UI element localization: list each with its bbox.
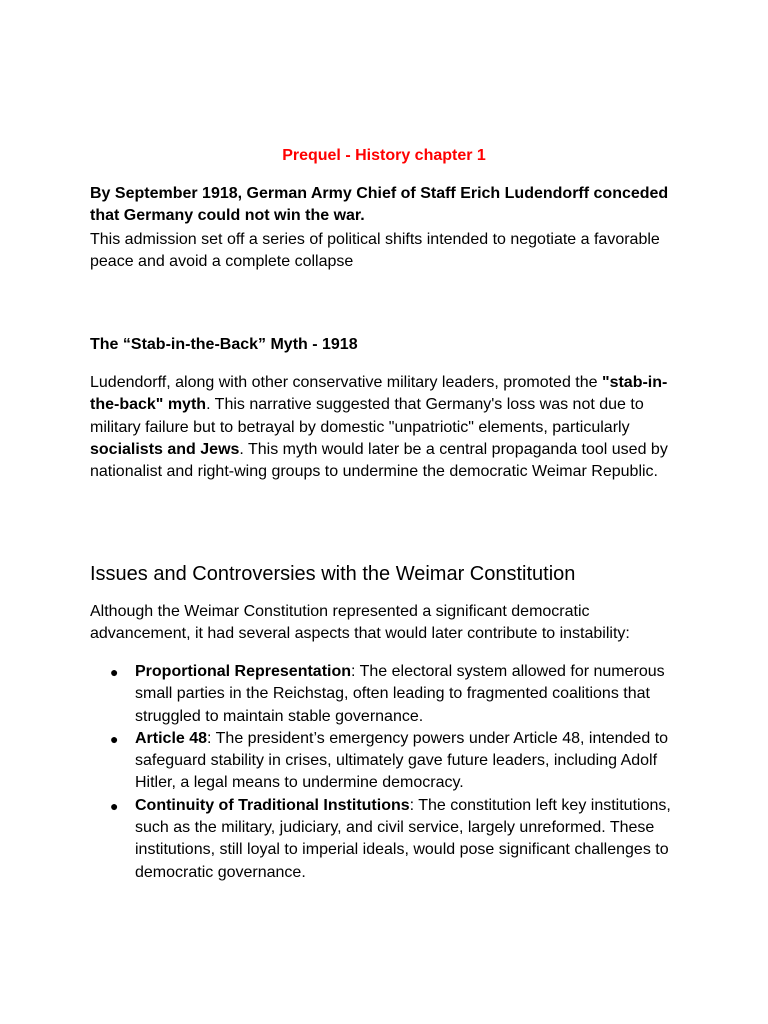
myth-section-heading: The “Stab-in-the-Back” Myth - 1918 (90, 336, 358, 353)
bullet-icon: ● (110, 664, 119, 680)
weimar-section-heading: Issues and Controversies with the Weimar Constitution (90, 563, 576, 585)
list-item (90, 795, 690, 884)
myth-text-part-3: . This myth would later be a central propaganda tool used by nationalist and right-wing groups to undermine the democratic Weimar Republic. (90, 440, 668, 481)
list-item-text: : The electoral system allowed for numerous small parties in the Reichstag, often leading to fragmented coalitions that struggled to maintain stable governance. (135, 663, 665, 725)
list-item-text: : The constitution left key institutions, such as the military, judiciary, and civil service, largely unreformed. These institutions, still loyal to imperial ideals, would pose significant challenges to democratic governance. (135, 796, 671, 881)
myth-bold-term-2: socialists and Jews (90, 440, 240, 458)
myth-bold-term-1: "stab-in-the-back" myth (90, 374, 668, 414)
intro-text: This admission set off a series of political shifts intended to negotiate a favorable peace and avoid a complete collapse (90, 231, 660, 271)
intro-heading: By September 1918, German Army Chief of Staff Erich Ludendorff conceded that Germany could not win the war. (90, 185, 669, 225)
myth-text-part-1: Ludendorff, along with other conservative military leaders, promoted the (90, 374, 602, 391)
weimar-intro-paragraph: Although the Weimar Constitution represented a significant democratic advancement, it had several aspects that would later contribute to instability: (90, 603, 630, 643)
list-item-text: : The president’s emergency powers under Article 48, intended to safeguard stability in crises, ultimately gave future leaders, including Adolf Hitler, a legal means to undermine democracy. (135, 729, 669, 792)
myth-text-part-2: . This narrative suggested that Germany's loss was not due to military failure but to betrayal by domestic "unpatriotic" elements, particularly (90, 396, 644, 436)
list-item-term: Continuity of Traditional Institutions (135, 796, 410, 814)
list-item-term: Article 48 (135, 729, 208, 747)
weimar-issues-list (90, 661, 690, 884)
list-item (90, 661, 690, 728)
list-item (90, 728, 690, 795)
myth-paragraph (90, 372, 690, 483)
bullet-icon: ● (110, 797, 119, 814)
bullet-icon: ● (110, 730, 119, 747)
list-item-term: Proportional Representation (135, 663, 352, 680)
document-title: Prequel - History chapter 1 (282, 147, 486, 164)
